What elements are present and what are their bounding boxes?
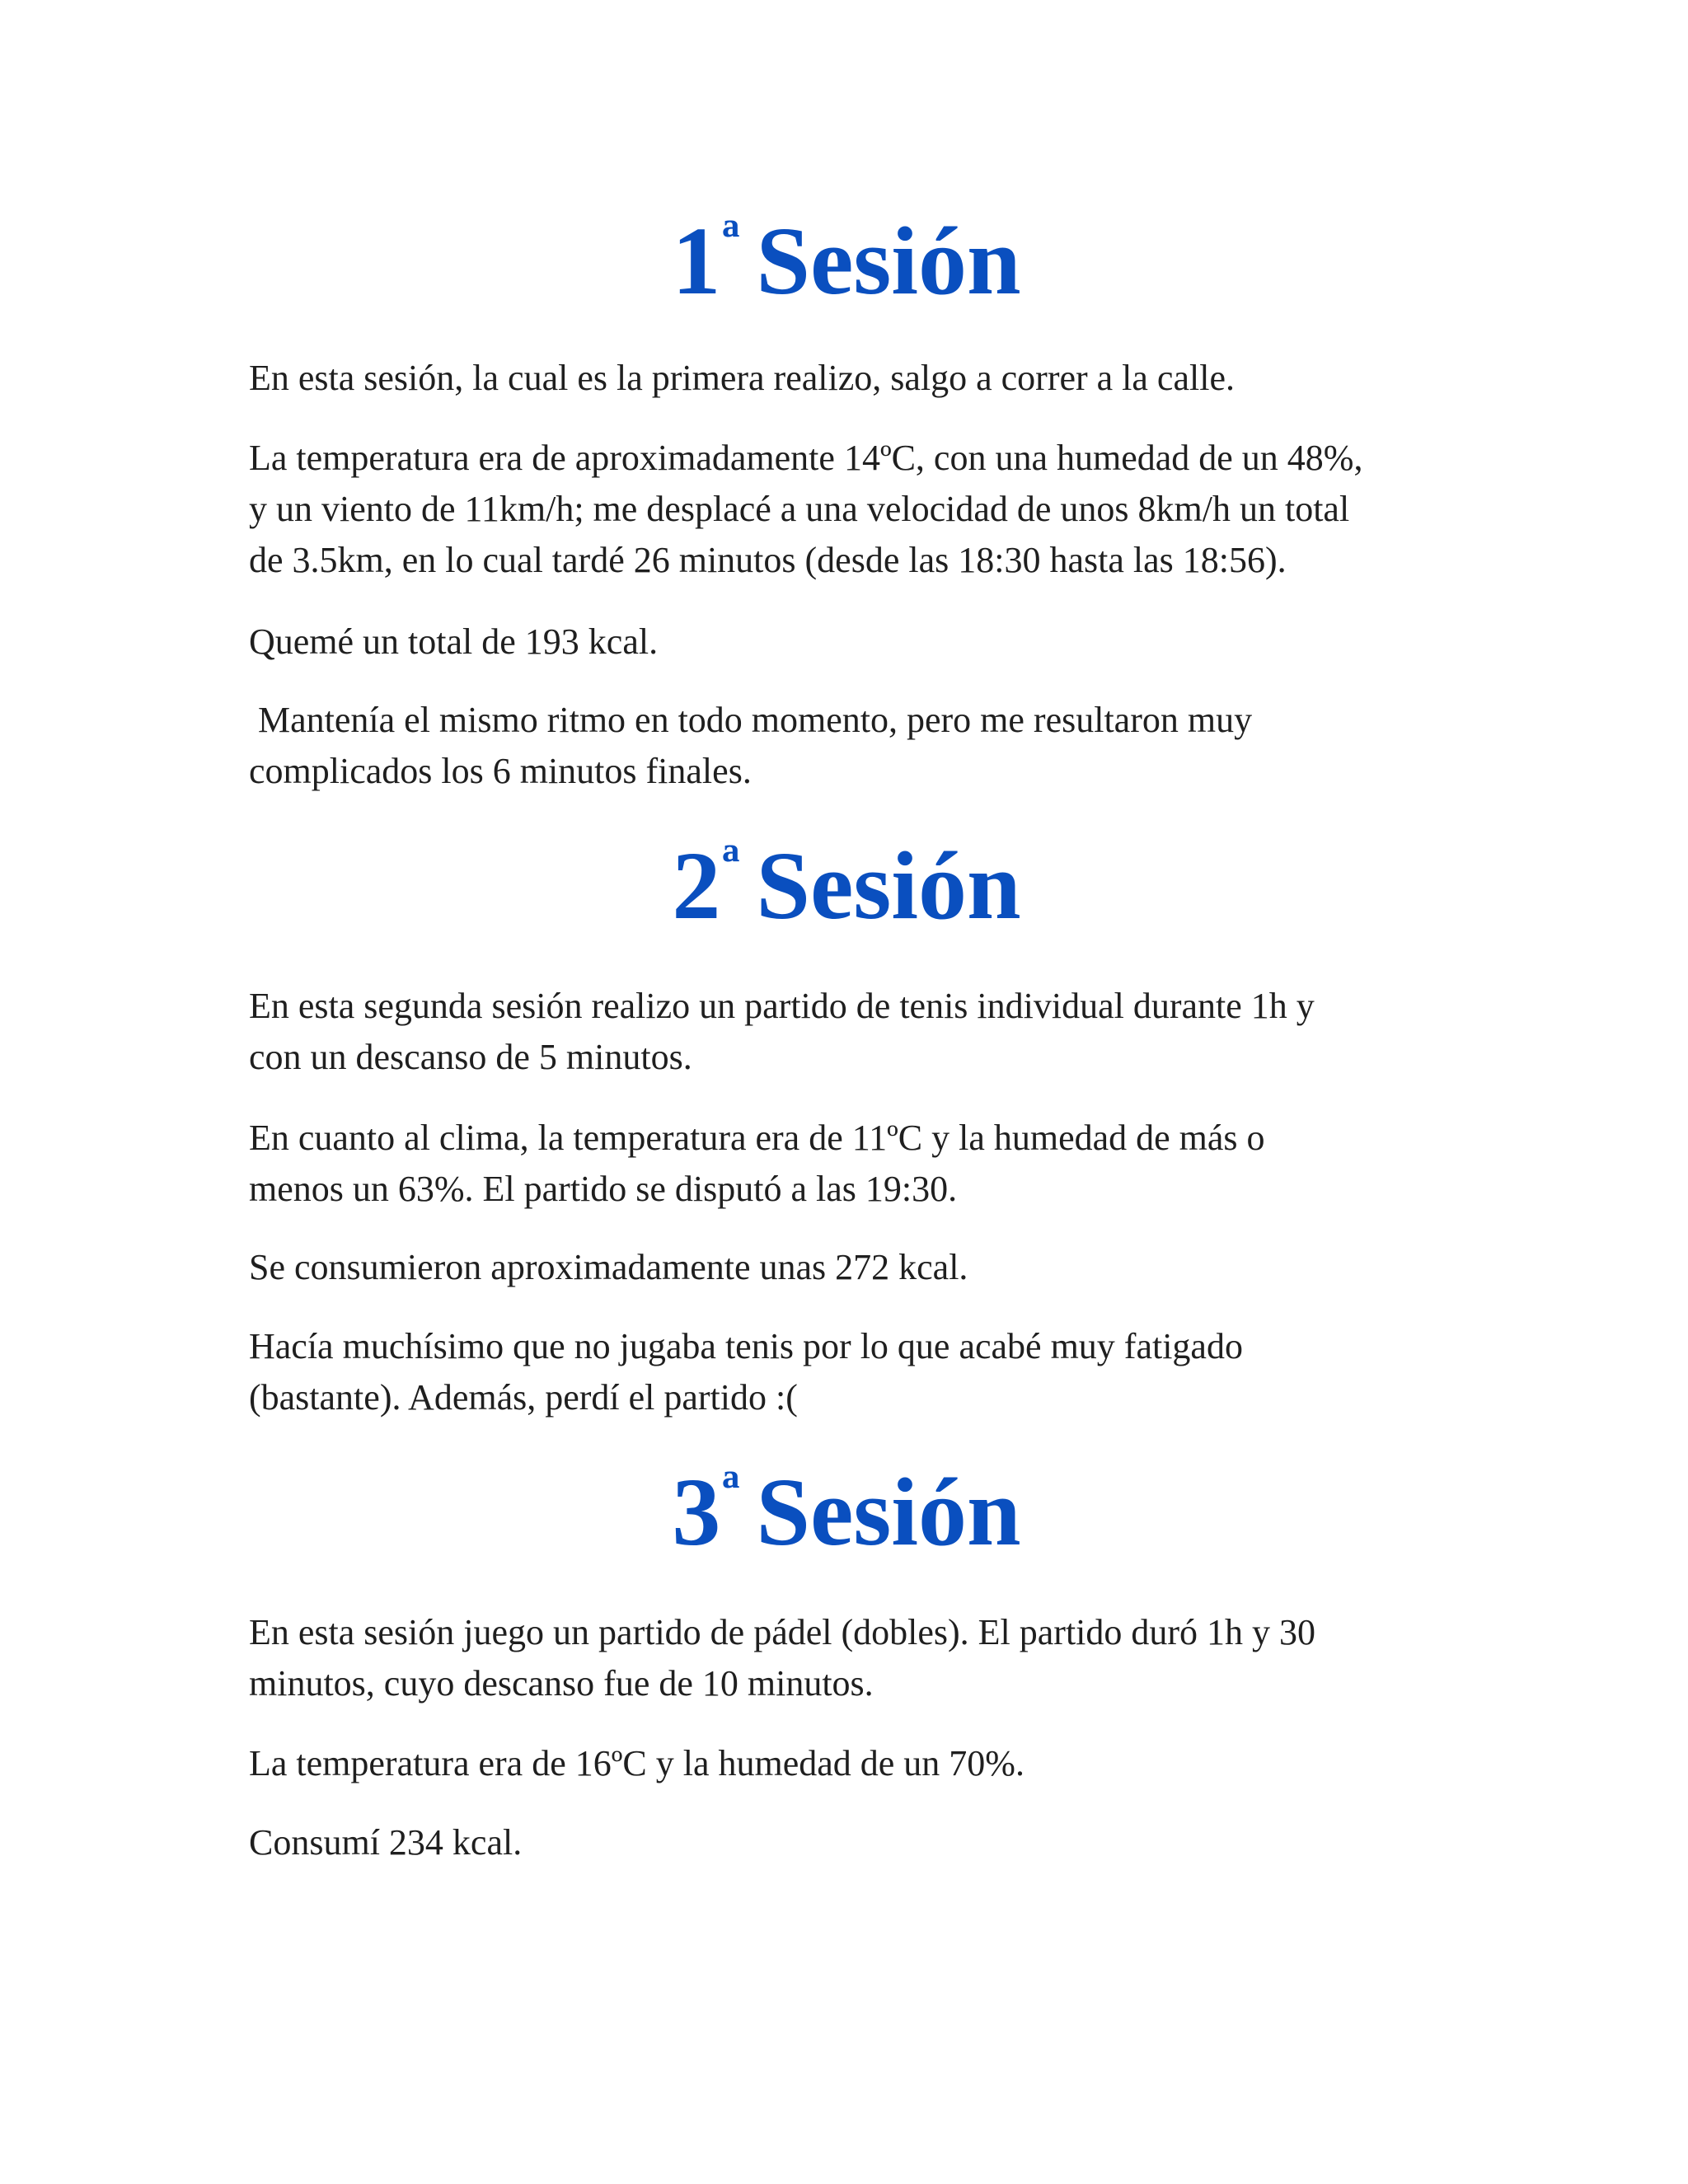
session-3-ordinal: ª xyxy=(722,1460,740,1523)
session-2-heading xyxy=(249,828,1444,944)
text-line: En esta sesión juego un partido de pádel (dobles). El partido duró 1h y 30 xyxy=(249,1612,1316,1652)
session-3-paragraph-3 xyxy=(249,1817,1444,1868)
text-line: En esta segunda sesión realizo un partido de tenis individual durante 1h y xyxy=(249,986,1315,1026)
text-line: Se consumieron aproximadamente unas 272 kcal. xyxy=(249,1247,968,1287)
session-1-number: 1 xyxy=(672,207,721,315)
session-2 xyxy=(249,828,1444,944)
session-1-word: Sesión xyxy=(756,207,1021,315)
session-2-paragraph-3 xyxy=(249,1242,1444,1293)
session-3-paragraph-2 xyxy=(249,1738,1444,1789)
session-2-word: Sesión xyxy=(756,832,1021,940)
text-line: con un descanso de 5 minutos. xyxy=(249,1037,692,1077)
text-line: (bastante). Además, perdí el partido :( xyxy=(249,1377,798,1418)
session-1-paragraph-1 xyxy=(249,353,1444,404)
text-line: y un viento de 11km/h; me desplacé a una velocidad de unos 8km/h un total xyxy=(249,489,1350,529)
text-line: de 3.5km, en lo cual tardé 26 minutos (desde las 18:30 hasta las 18:56). xyxy=(249,540,1287,580)
text-line: minutos, cuyo descanso fue de 10 minutos. xyxy=(249,1663,874,1704)
session-2-paragraph-2 xyxy=(249,1113,1444,1215)
session-3-number: 3 xyxy=(672,1458,721,1566)
session-2-paragraph-1 xyxy=(249,981,1444,1083)
text-line: La temperatura era de aproximadamente 14ºC, con una humedad de un 48%, xyxy=(249,438,1363,478)
text-line: Consumí 234 kcal. xyxy=(249,1822,523,1863)
text-line: En esta sesión, la cual es la primera realizo, salgo a correr a la calle. xyxy=(249,358,1235,398)
session-1-heading xyxy=(249,204,1444,319)
text-line: En cuanto al clima, la temperatura era de 11ºC y la humedad de más o xyxy=(249,1118,1265,1158)
session-1-paragraph-3 xyxy=(249,616,1444,668)
session-1-paragraph-2 xyxy=(249,433,1444,586)
text-line: Mantenía el mismo ritmo en todo momento, pero me resultaron muy xyxy=(249,700,1253,740)
session-2-paragraph-4 xyxy=(249,1321,1444,1423)
session-1-ordinal: ª xyxy=(722,209,740,272)
text-line: menos un 63%. El partido se disputó a las 19:30. xyxy=(249,1169,958,1209)
text-line: Hacía muchísimo que no jugaba tenis por lo que acabé muy fatigado xyxy=(249,1326,1243,1366)
session-1-paragraph-4 xyxy=(249,695,1444,797)
session-3-heading xyxy=(249,1455,1444,1570)
session-2-number: 2 xyxy=(672,832,721,940)
text-line: Quemé un total de 193 kcal. xyxy=(249,621,659,662)
session-1 xyxy=(249,204,1444,319)
session-3-word: Sesión xyxy=(756,1458,1021,1566)
session-3-paragraph-1 xyxy=(249,1607,1444,1709)
session-2-ordinal: ª xyxy=(722,833,740,897)
session-3 xyxy=(249,1455,1444,1570)
text-line: complicados los 6 minutos finales. xyxy=(249,751,752,791)
text-line: La temperatura era de 16ºC y la humedad de un 70%. xyxy=(249,1743,1025,1783)
